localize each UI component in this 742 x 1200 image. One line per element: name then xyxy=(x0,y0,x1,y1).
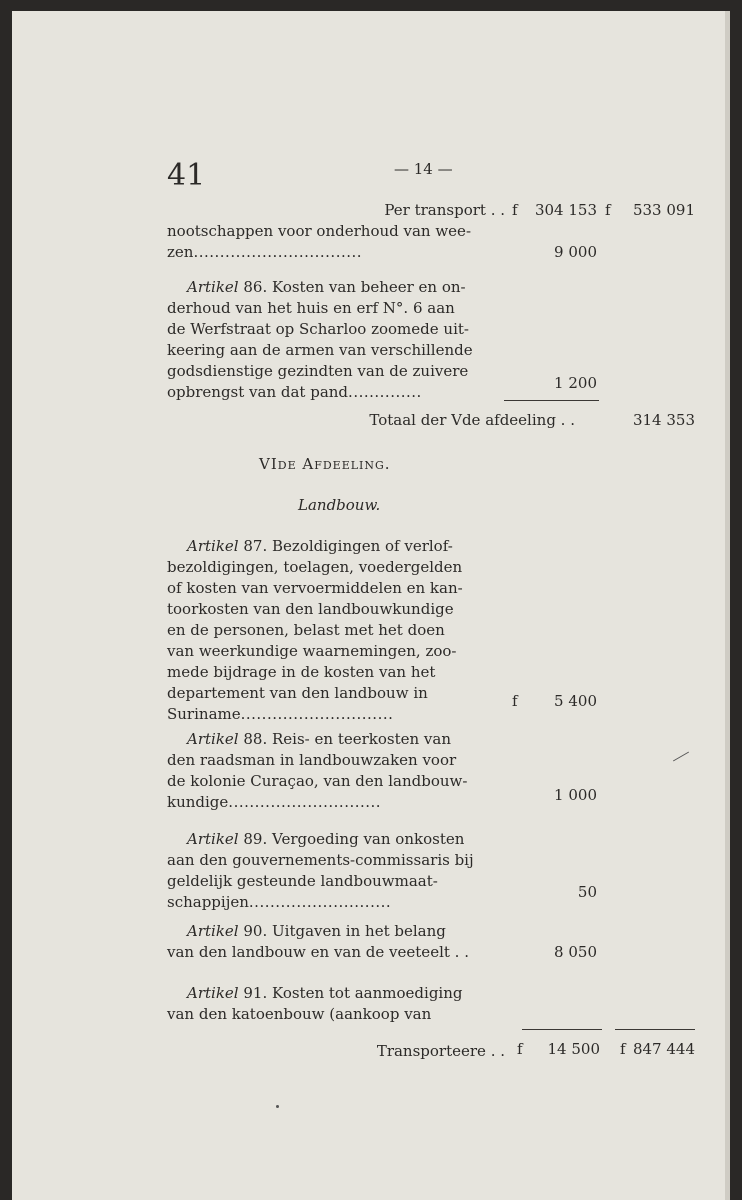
art89-amount: 50 xyxy=(577,883,597,901)
art90-line-2: van den landbouw en van de veeteelt . . xyxy=(167,943,469,961)
book-page xyxy=(12,11,725,1200)
transport-rule-2 xyxy=(615,1029,695,1030)
art87-line-2: bezoldigingen, toelagen, voedergelden xyxy=(167,558,463,576)
transport-top-f2: f xyxy=(605,201,611,219)
transport-bottom-f2: f xyxy=(620,1040,626,1058)
section-heading: VIde Afdeeling. xyxy=(259,455,391,473)
art87-line-5: en de personen, belast met het doen xyxy=(167,621,445,639)
subtotal-rule xyxy=(504,400,599,401)
transport-bottom-label: Transporteere . . xyxy=(376,1042,505,1060)
art90-line-1: Artikel 90. Uitgaven in het belang xyxy=(187,922,446,940)
art89-line-2: aan den gouvernements-commissaris bij xyxy=(167,851,474,869)
transport-bottom-amount2: 847 444 xyxy=(632,1040,695,1058)
art87-line-9: Suriname............................. xyxy=(167,705,394,723)
totaal-label: Totaal der Vde afdeeling . . xyxy=(369,411,575,429)
art86-line-5: godsdienstige gezindten van de zuivere xyxy=(167,362,469,380)
transport-top-amount1: 304 153 xyxy=(534,201,597,219)
continuation-line-2: zen................................ xyxy=(167,243,363,261)
transport-bottom-f1: f xyxy=(517,1040,523,1058)
sheet-number: 41 xyxy=(167,158,206,193)
page-edge xyxy=(725,11,730,1200)
art87-amount: 5 400 xyxy=(554,692,597,710)
art87-line-8: departement van den landbouw in xyxy=(167,684,428,702)
art86-line-6: opbrengst van dat pand.............. xyxy=(167,383,422,401)
art86-line-1: Artikel 86. Kosten van beheer en on- xyxy=(187,278,466,296)
transport-rule-1 xyxy=(522,1029,602,1030)
art87-line-1: Artikel 87. Bezoldigingen of verlof- xyxy=(187,537,453,555)
paper-speck-mark xyxy=(276,1105,279,1108)
art87-f: f xyxy=(512,692,518,710)
art89-line-1: Artikel 89. Vergoeding van onkosten xyxy=(187,830,465,848)
art88-amount: 1 000 xyxy=(554,786,597,804)
art88-line-2: den raadsman in landbouwzaken voor xyxy=(167,751,457,769)
art87-line-4: toorkosten van den landbouwkundige xyxy=(167,600,454,618)
art88-line-1: Artikel 88. Reis- en teerkosten van xyxy=(187,730,452,748)
art87-line-3: of kosten van vervoermiddelen en kan- xyxy=(167,579,463,597)
page-number: — 14 — xyxy=(394,160,453,178)
transport-top-label: Per transport . . xyxy=(384,201,505,219)
art88-line-4: kundige............................. xyxy=(167,793,382,811)
art90-amount: 8 050 xyxy=(554,943,597,961)
art86-line-3: de Werfstraat op Scharloo zoomede uit- xyxy=(167,320,469,338)
section-subheading: Landbouw. xyxy=(298,496,381,514)
art87-line-6: van weerkundige waarnemingen, zoo- xyxy=(167,642,457,660)
transport-bottom-amount1: 14 500 xyxy=(547,1040,600,1058)
transport-top-amount2: 533 091 xyxy=(632,201,695,219)
art88-line-3: de kolonie Curaçao, van den landbouw- xyxy=(167,772,468,790)
art86-line-4: keering aan de armen van verschillende xyxy=(167,341,473,359)
continuation-line-1: nootschappen voor onderhoud van wee- xyxy=(167,222,472,240)
totaal-amount: 314 353 xyxy=(632,411,695,429)
art86-amount: 1 200 xyxy=(554,374,597,392)
transport-top-f1: f xyxy=(512,201,518,219)
art89-line-3: geldelijk gesteunde landbouwmaat- xyxy=(167,872,438,890)
paper-scratch-mark xyxy=(673,752,689,762)
art91-line-1: Artikel 91. Kosten tot aanmoediging xyxy=(187,984,463,1002)
art87-line-7: mede bijdrage in de kosten van het xyxy=(167,663,436,681)
art86-line-2: derhoud van het huis en erf N°. 6 aan xyxy=(167,299,455,317)
art91-line-2: van den katoenbouw (aankoop van xyxy=(167,1005,432,1023)
art89-line-4: schappijen........................... xyxy=(167,893,392,911)
continuation-amount: 9 000 xyxy=(554,243,597,261)
